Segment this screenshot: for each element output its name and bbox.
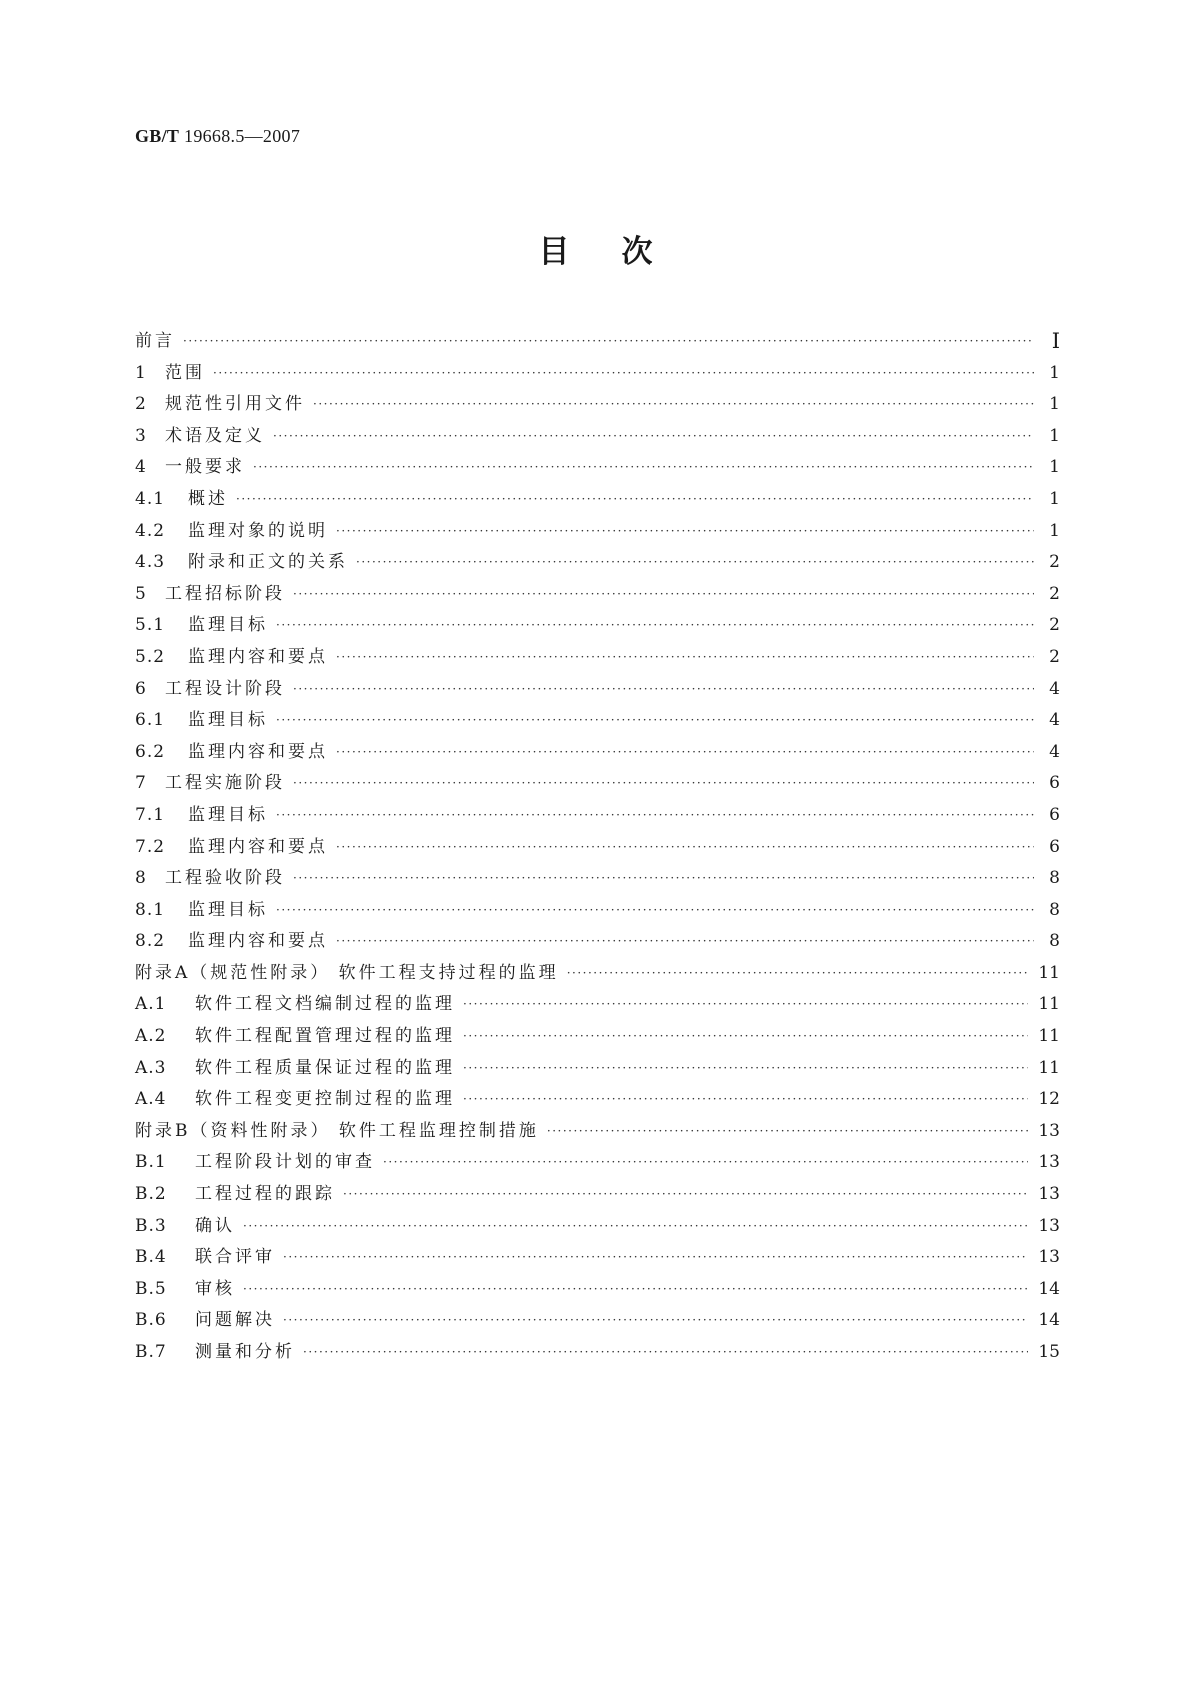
toc-entry-page: 6 bbox=[1049, 804, 1060, 825]
toc-entry[interactable] bbox=[135, 1274, 1060, 1306]
toc-entry[interactable] bbox=[135, 895, 1060, 927]
standard-number: 19668.5—2007 bbox=[184, 126, 301, 146]
dot-leader bbox=[293, 863, 1034, 895]
toc-entry-label: 工程验收阶段 bbox=[165, 868, 285, 889]
dot-leader bbox=[243, 1274, 1028, 1306]
toc-entry[interactable] bbox=[135, 832, 1060, 864]
toc-entry-number: B.1 bbox=[135, 1152, 167, 1173]
toc-entry-number: B.4 bbox=[135, 1247, 167, 1268]
toc-entry[interactable] bbox=[135, 516, 1060, 548]
toc-entry-label: 测量和分析 bbox=[195, 1342, 295, 1362]
toc-entry-number: 8 bbox=[135, 868, 147, 889]
toc-entry-page: 1 bbox=[1049, 425, 1060, 446]
toc-entry-page: 13 bbox=[1038, 1184, 1060, 1205]
toc-entry-label: 工程实施阶段 bbox=[165, 773, 285, 794]
toc-entry-page: 4 bbox=[1049, 741, 1060, 762]
toc-entry-number: 7.1 bbox=[135, 804, 166, 825]
toc-entry[interactable] bbox=[135, 642, 1060, 674]
dot-leader bbox=[276, 800, 1034, 832]
toc-entry-label: 工程设计阶段 bbox=[165, 678, 285, 699]
dot-leader bbox=[276, 610, 1034, 642]
toc-entry-number: 7 bbox=[135, 773, 147, 794]
toc-entry[interactable] bbox=[135, 452, 1060, 484]
toc-entry-number: 2 bbox=[135, 394, 147, 415]
toc-entry-number: B.5 bbox=[135, 1278, 167, 1299]
toc-entry[interactable] bbox=[135, 610, 1060, 642]
toc-entry-page: 4 bbox=[1049, 710, 1060, 731]
page-title: 目次 bbox=[538, 234, 705, 270]
toc-entry-number: 8.2 bbox=[135, 931, 166, 952]
dot-leader bbox=[276, 705, 1034, 737]
dot-leader bbox=[336, 832, 1034, 864]
toc-entry-page: 13 bbox=[1038, 1152, 1060, 1173]
toc-entry-page: 12 bbox=[1038, 1089, 1060, 1110]
toc-entry-number: 3 bbox=[135, 425, 147, 446]
toc-entry-label: 概述 bbox=[188, 488, 228, 509]
toc-entry-label: 监理目标 bbox=[188, 710, 268, 731]
toc-entry-label: 附录B（资料性附录） 软件工程监理控制措施 bbox=[135, 1120, 539, 1141]
toc-entry-page: 13 bbox=[1038, 1120, 1060, 1141]
toc-entry-label: 附录A（规范性附录） 软件工程支持过程的监理 bbox=[135, 962, 559, 983]
dot-leader bbox=[303, 1337, 1028, 1369]
toc-entry-number: 5 bbox=[135, 583, 147, 604]
toc-entry-page: 6 bbox=[1049, 773, 1060, 794]
toc-entry-page: 8 bbox=[1049, 868, 1060, 889]
dot-leader bbox=[336, 737, 1034, 769]
toc-entry-label: 问题解决 bbox=[195, 1310, 275, 1331]
toc-entry-page: 14 bbox=[1038, 1310, 1060, 1331]
toc-entry[interactable] bbox=[135, 358, 1060, 390]
dot-leader bbox=[356, 547, 1034, 579]
toc-entry-label: 范围 bbox=[165, 362, 205, 383]
toc-entry[interactable] bbox=[135, 958, 1060, 990]
toc-entry-number: 4.2 bbox=[135, 520, 166, 541]
dot-leader bbox=[183, 326, 1034, 358]
toc-entry-page: 1 bbox=[1049, 520, 1060, 541]
dot-leader bbox=[463, 1053, 1028, 1085]
toc-entry-number: B.6 bbox=[135, 1310, 167, 1331]
toc-entry[interactable] bbox=[135, 705, 1060, 737]
dot-leader bbox=[293, 579, 1034, 611]
toc-entry-number: 5.1 bbox=[135, 615, 166, 636]
toc-entry-page: 6 bbox=[1049, 836, 1060, 857]
toc-entry[interactable] bbox=[135, 1116, 1060, 1148]
dot-leader bbox=[283, 1242, 1028, 1274]
toc-entry-number: 4.1 bbox=[135, 488, 166, 509]
toc-entry-number: 1 bbox=[135, 362, 147, 383]
toc-entry-number: A.1 bbox=[135, 994, 167, 1015]
toc-entry-label: 联合评审 bbox=[195, 1247, 275, 1268]
toc-entry[interactable] bbox=[135, 989, 1060, 1021]
toc-entry-page: 13 bbox=[1038, 1215, 1060, 1236]
toc-entry[interactable] bbox=[135, 1021, 1060, 1053]
toc-entry-number: B.2 bbox=[135, 1184, 167, 1205]
dot-leader bbox=[243, 1211, 1028, 1243]
dot-leader bbox=[336, 642, 1034, 674]
toc-entry-label: 软件工程质量保证过程的监理 bbox=[195, 1057, 455, 1078]
toc-entry[interactable] bbox=[135, 421, 1060, 453]
toc-entry-page: 8 bbox=[1049, 931, 1060, 952]
dot-leader bbox=[276, 895, 1034, 927]
dot-leader bbox=[463, 1021, 1028, 1053]
toc-entry-number: B.3 bbox=[135, 1215, 167, 1236]
toc-entry-label: 软件工程变更控制过程的监理 bbox=[195, 1089, 455, 1110]
toc-entry-number: A.3 bbox=[135, 1057, 167, 1078]
dot-leader bbox=[213, 358, 1034, 390]
toc-entry-number: B.7 bbox=[135, 1342, 167, 1362]
toc-entry-page: 2 bbox=[1049, 552, 1060, 573]
toc-entry[interactable] bbox=[135, 579, 1060, 611]
toc-entry-page: 13 bbox=[1038, 1247, 1060, 1268]
toc-entry-number: 6.1 bbox=[135, 710, 166, 731]
toc-entry[interactable] bbox=[135, 326, 1060, 358]
toc-entry-page: 2 bbox=[1049, 583, 1060, 604]
toc-entry[interactable] bbox=[135, 389, 1060, 421]
table-of-contents bbox=[135, 326, 1060, 1369]
dot-leader bbox=[336, 516, 1034, 548]
toc-entry-page: 11 bbox=[1038, 1026, 1060, 1047]
dot-leader bbox=[313, 389, 1034, 421]
toc-entry-label: 监理内容和要点 bbox=[188, 931, 328, 952]
toc-entry-page: 1 bbox=[1049, 457, 1060, 478]
toc-entry-page: 8 bbox=[1049, 899, 1060, 920]
toc-entry-label: 确认 bbox=[195, 1215, 235, 1236]
toc-entry-label: 软件工程文档编制过程的监理 bbox=[195, 994, 455, 1015]
dot-leader bbox=[283, 1305, 1028, 1337]
toc-entry-label: 前言 bbox=[135, 331, 175, 351]
standard-prefix: GB/T bbox=[135, 126, 180, 146]
dot-leader bbox=[336, 926, 1034, 958]
toc-entry[interactable] bbox=[135, 674, 1060, 706]
toc-entry-label: 监理内容和要点 bbox=[188, 836, 328, 857]
toc-entry[interactable] bbox=[135, 1084, 1060, 1116]
toc-entry-page: 11 bbox=[1038, 994, 1060, 1015]
toc-entry-page: 1 bbox=[1049, 394, 1060, 415]
toc-entry-page: 1 bbox=[1049, 488, 1060, 509]
toc-entry-label: 附录和正文的关系 bbox=[188, 552, 348, 573]
toc-entry-label: 一般要求 bbox=[165, 457, 245, 478]
toc-entry[interactable] bbox=[135, 863, 1060, 895]
toc-entry[interactable] bbox=[135, 1147, 1060, 1179]
dot-leader bbox=[383, 1147, 1028, 1179]
toc-entry-number: 5.2 bbox=[135, 646, 166, 667]
toc-entry[interactable] bbox=[135, 737, 1060, 769]
toc-entry[interactable] bbox=[135, 1211, 1060, 1243]
toc-entry[interactable] bbox=[135, 768, 1060, 800]
toc-entry-page: 2 bbox=[1049, 646, 1060, 667]
dot-leader bbox=[547, 1116, 1028, 1148]
standard-code bbox=[135, 126, 300, 147]
toc-entry-label: 监理对象的说明 bbox=[188, 520, 328, 541]
dot-leader bbox=[463, 1084, 1028, 1116]
toc-entry[interactable] bbox=[135, 800, 1060, 832]
toc-entry-page: 4 bbox=[1049, 678, 1060, 699]
toc-entry-number: 8.1 bbox=[135, 899, 166, 920]
toc-entry-number: A.2 bbox=[135, 1026, 167, 1047]
toc-entry[interactable] bbox=[135, 1305, 1060, 1337]
toc-entry-label: 监理内容和要点 bbox=[188, 646, 328, 667]
dot-leader bbox=[253, 452, 1034, 484]
toc-entry-label: 软件工程配置管理过程的监理 bbox=[195, 1026, 455, 1047]
dot-leader bbox=[463, 989, 1028, 1021]
toc-entry-label: 监理内容和要点 bbox=[188, 741, 328, 762]
dot-leader bbox=[293, 768, 1034, 800]
toc-entry-label: 工程过程的跟踪 bbox=[195, 1184, 335, 1205]
toc-entry-number: 6 bbox=[135, 678, 147, 699]
dot-leader bbox=[273, 421, 1034, 453]
toc-entry-label: 监理目标 bbox=[188, 804, 268, 825]
toc-entry-label: 审核 bbox=[195, 1278, 235, 1299]
toc-entry-label: 监理目标 bbox=[188, 615, 268, 636]
toc-entry-page: I bbox=[1051, 329, 1060, 353]
toc-entry-label: 监理目标 bbox=[188, 899, 268, 920]
toc-entry-page: 11 bbox=[1038, 1057, 1060, 1078]
toc-entry-number: 7.2 bbox=[135, 836, 166, 857]
toc-entry-page: 2 bbox=[1049, 615, 1060, 636]
toc-entry[interactable] bbox=[135, 926, 1060, 958]
toc-entry[interactable] bbox=[135, 547, 1060, 579]
dot-leader bbox=[343, 1179, 1028, 1211]
dot-leader bbox=[236, 484, 1034, 516]
toc-entry-page: 11 bbox=[1038, 962, 1060, 983]
toc-entry[interactable] bbox=[135, 484, 1060, 516]
toc-entry[interactable] bbox=[135, 1337, 1060, 1369]
dot-leader bbox=[293, 674, 1034, 706]
toc-entry-label: 术语及定义 bbox=[165, 425, 265, 446]
toc-entry-number: A.4 bbox=[135, 1089, 167, 1110]
toc-entry-label: 工程招标阶段 bbox=[165, 583, 285, 604]
toc-entry-page: 15 bbox=[1038, 1342, 1060, 1362]
toc-entry-label: 规范性引用文件 bbox=[165, 394, 305, 415]
toc-entry-page: 14 bbox=[1038, 1278, 1060, 1299]
toc-entry-label: 工程阶段计划的审查 bbox=[195, 1152, 375, 1173]
toc-entry[interactable] bbox=[135, 1179, 1060, 1211]
toc-entry-page: 1 bbox=[1049, 362, 1060, 383]
toc-entry-number: 4.3 bbox=[135, 552, 166, 573]
toc-entry-number: 4 bbox=[135, 457, 147, 478]
toc-entry[interactable] bbox=[135, 1053, 1060, 1085]
toc-entry-number: 6.2 bbox=[135, 741, 166, 762]
toc-entry[interactable] bbox=[135, 1242, 1060, 1274]
dot-leader bbox=[567, 958, 1029, 990]
